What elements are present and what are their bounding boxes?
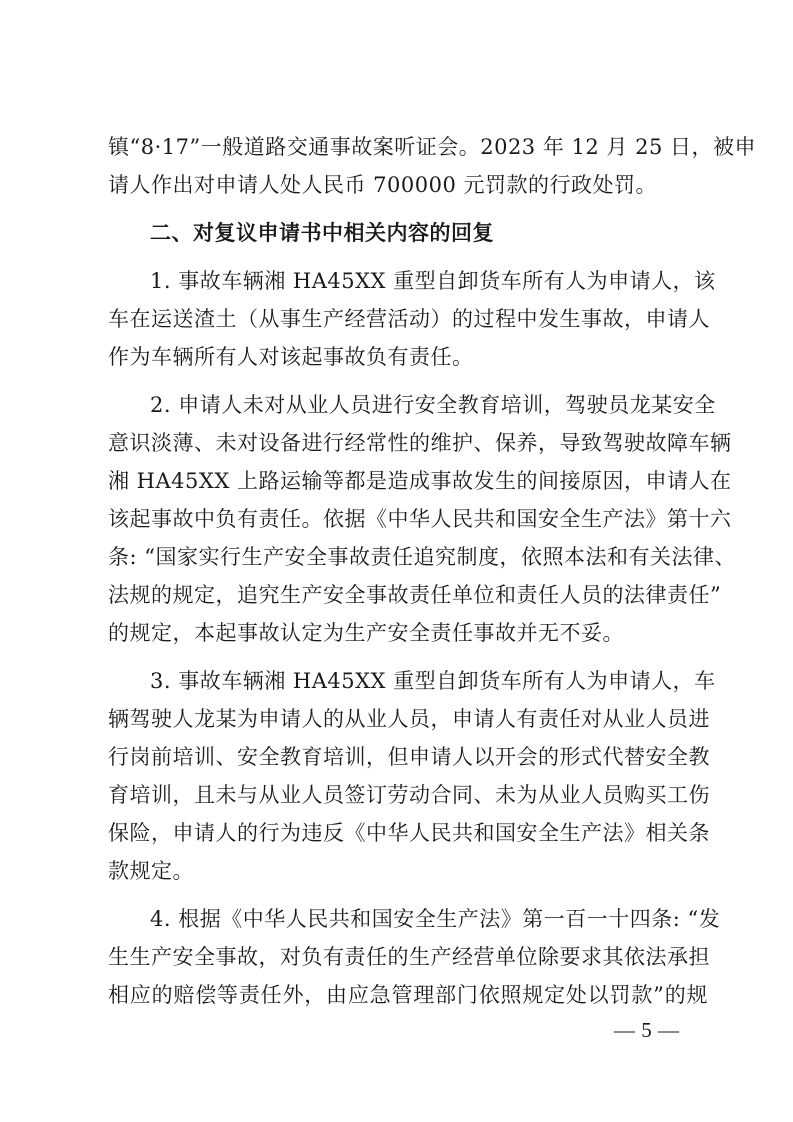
text-line: 法规的规定，追究生产安全事故责任单位和责任人员的法律责任” <box>108 583 722 607</box>
paragraph-2 <box>108 386 736 652</box>
text-line: 育培训，且未与从业人员签订劳动合同、未为从业人员购买工伤 <box>108 783 710 807</box>
text-line: 款规定。 <box>108 859 194 883</box>
text-line: 生生产安全事故，对负有责任的生产经营单位除要求其依法承担 <box>108 945 710 969</box>
paragraph-3 <box>108 662 716 890</box>
text-line: 3. 事故车辆湘 HA45XX 重型自卸货车所有人为申请人，车 <box>150 669 716 693</box>
paragraph-gap <box>108 890 708 900</box>
text-line: 镇“8·17”一般道路交通事故案听证会。2023 年 12 月 25 日，被申 <box>108 135 756 159</box>
paragraph-gap <box>108 252 708 262</box>
text-line: 行岗前培训、安全教育培训，但申请人以开会的形式代替安全教 <box>108 745 710 769</box>
paragraph-1 <box>108 262 716 376</box>
paragraph-gap <box>108 376 708 386</box>
text-line: 1. 事故车辆湘 HA45XX 重型自卸货车所有人为申请人，该 <box>150 269 716 293</box>
paragraph-gap <box>108 652 708 662</box>
text-line: 辆驾驶人龙某为申请人的从业人员，申请人有责任对从业人员进 <box>108 707 710 731</box>
text-line: 4. 根据《中华人民共和国安全生产法》第一百一十四条: “发 <box>150 907 721 931</box>
text-line: 车在运送渣土（从事生产经营活动）的过程中发生事故，申请人 <box>108 307 710 331</box>
document-body <box>108 128 756 1014</box>
text-line: 湘 HA45XX 上路运输等都是造成事故发生的间接原因，申请人在 <box>108 469 732 493</box>
paragraph-gap <box>108 204 708 214</box>
intro-paragraph <box>108 128 756 204</box>
text-line: 相应的赔偿等责任外，由应急管理部门依照规定处以罚款”的规 <box>108 983 708 1007</box>
text-line: 意识淡薄、未对设备进行经常性的维护、保养，导致驾驶故障车辆 <box>108 431 732 455</box>
text-line: 作为车辆所有人对该起事故负有责任。 <box>108 345 474 369</box>
text-line: 保险，申请人的行为违反《中华人民共和国安全生产法》相关条 <box>108 821 710 845</box>
text-line: 的规定，本起事故认定为生产安全责任事故并无不妥。 <box>108 621 624 645</box>
page-number: — 5 — <box>614 1018 680 1042</box>
section-heading: 二、对复议申请书中相关内容的回复 <box>150 221 494 245</box>
text-line: 请人作出对申请人处人民币 700000 元罚款的行政处罚。 <box>108 173 658 197</box>
paragraph-4 <box>108 900 721 1014</box>
text-line: 该起事故中负有责任。依据《中华人民共和国安全生产法》第十六 <box>108 507 732 531</box>
text-line: 条: “国家实行生产安全事故责任追究制度，依照本法和有关法律、 <box>108 545 736 569</box>
text-line: 2. 申请人未对从业人员进行安全教育培训，驾驶员龙某安全 <box>150 393 716 417</box>
